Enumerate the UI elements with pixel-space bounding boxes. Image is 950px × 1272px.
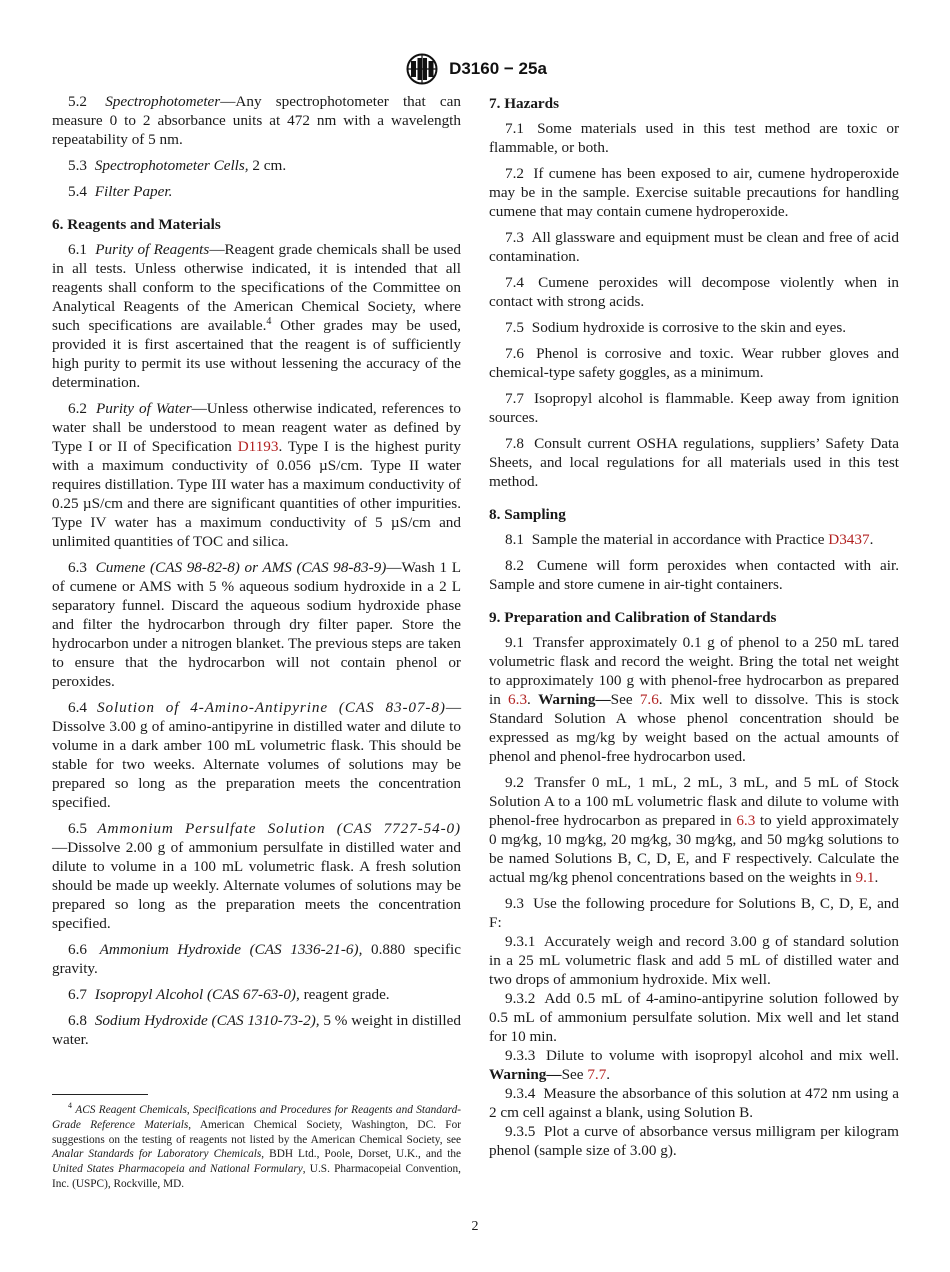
heading-sampling: 8. Sampling	[489, 506, 566, 523]
section-6-1: 6.1 Purity of Reagents—Reagent grade chemicals shall be used in all tests. Unless otherwise indicated, it is intended that all reagents shall conform to the specifications of the Committee on Analytical Reagents of the American Chemical Society, where such specifications are available.$^4$ Other grades may be used, provided it is first ascertained that the reagent is of sufficiently high purity to permit its use without lessening the accuracy of the determination.	[52, 241, 462, 391]
section-8-2: 8.2 Cumene will form peroxides when contacted with air. Sample and store cumene in air-tight containers.	[489, 557, 900, 593]
section-8-1: 8.1 Sample the material in accordance with Practice D3437.	[505, 531, 874, 548]
page-header	[0, 52, 950, 86]
astm-logo-icon	[403, 52, 441, 86]
link-d3437[interactable]: D3437	[828, 531, 870, 548]
section-6-7: 6.7 Isopropyl Alcohol (CAS 67-63-0), reagent grade.	[68, 986, 390, 1003]
document-id: D3160 − 25a	[449, 59, 547, 78]
section-6-3: 6.3 Cumene (CAS 98-82-8) or AMS (CAS 98-83-9)—Wash 1 L of cumene or AMS with 5 % aqueous sodium hydroxide in a 2 L separatory funnel. Discard the aqueous sodium hydroxide phase and filter the hydrocarbon through dry filter paper. Store the hydrocarbon under a nitrogen blanket. The previous steps are taken to ensure that the hydrocarbon will not contain phenol or peroxides.	[52, 559, 462, 690]
section-6-4: 6.4 Solution of 4-Amino-Antipyrine (CAS 83-07-8)—Dissolve 3.00 g of amino-antipyrine in distilled water and dilute to volume in a dark amber 100 mL volumetric flask. This should be stable for two weeks. Alternate volumes of solutions may be prepared so long as the preparation meets the concentration specified.	[52, 699, 462, 811]
section-6-8: 6.8 Sodium Hydroxide (CAS 1310-73-2), 5 % weight in distilled water.	[52, 1012, 461, 1048]
section-9-1: 9.1 Transfer approximately 0.1 g of phenol to a 250 mL tared volumetric flask and record the weight. Bring the total net weight to approximately 100 g with phenol-free hydrocarbon as prepared in 6.3. Warning—See 7.6. Mix well to dissolve. This is stock Standard Solution A whose phenol concentration should be expressed as mg/kg by weight based on the actual amounts of phenol and phenol-free hydrocarbon used.	[489, 634, 899, 765]
section-7-1: 7.1 Some materials used in this test method are toxic or flammable, or both.	[489, 120, 900, 156]
link-6-3[interactable]: 6.3	[736, 812, 756, 829]
section-7-3: 7.3 All glassware and equipment must be clean and free of acid contamination.	[489, 229, 899, 265]
link-7-6[interactable]: 7.6	[639, 691, 659, 708]
section-7-5: 7.5 Sodium hydroxide is corrosive to the skin and eyes.	[505, 319, 847, 336]
section-7-4: 7.4 Cumene peroxides will decompose violently when in contact with strong acids.	[489, 274, 900, 310]
section-9-3-1: 9.3.1 Accurately weigh and record 3.00 g of standard solution in a 25 mL volumetric flask and add 5 mL of distilled water and two drops of ammonium hydroxide. Mix well.	[489, 933, 899, 988]
section-6-2: 6.2 Purity of Water—Unless otherwise indicated, references to water shall be understood to mean reagent water as defined by Type I or II of Specification D1193. Type I is the highest purity with a maximum conductivity of 0.056 µS/cm. Type II water requires distillation. Type III water has a maximum conductivity of 0.25 µS/cm and there are significant quantities of other impurities. Type IV water has a maximum conductivity of 5 µS/cm and unlimited quantities of TOC and silica.	[52, 400, 461, 550]
section-9-3-2: 9.3.2 Add 0.5 mL of 4-amino-antipyrine solution followed by 0.5 mL of ammonium persulfate solution. Mix well and let stand for 10 min.	[489, 990, 899, 1045]
link-d1193[interactable]: D1193	[237, 438, 279, 455]
section-7-6: 7.6 Phenol is corrosive and toxic. Wear rubber gloves and chemical-type safety goggles, as a minimum.	[489, 345, 899, 381]
section-9-3-3: 9.3.3 Dilute to volume with isopropyl alcohol and mix well. Warning—See 7.7.	[489, 1047, 899, 1083]
link-6-3[interactable]: 6.3	[508, 691, 528, 708]
link-7-7[interactable]: 7.7	[587, 1066, 607, 1083]
section-9-3-4: 9.3.4 Measure the absorbance of this solution at 472 nm using a 2 cm cell against a blank, using Solution B.	[489, 1085, 899, 1121]
footnote-ref-4[interactable]: 4	[266, 315, 272, 327]
left-column	[52, 92, 461, 1056]
section-5-2: 5.2 Spectrophotometer—Any spectrophotometer that can measure 0 to 2 absorbance units at 472 nm with a wavelength repeatability of 5 nm.	[52, 93, 462, 148]
right-column	[489, 92, 899, 1160]
section-7-7: 7.7 Isopropyl alcohol is flammable. Keep away from ignition sources.	[489, 390, 899, 426]
section-5-4: 5.4 Filter Paper.	[68, 183, 173, 200]
footnote-4: $^4$ ACS Reagent Chemicals, Specifications and Procedures for Reagents and Standard-Grade Reference Materials, American Chemical Society, Washington, DC. For suggestions on the testing of reagents not listed by the American Chemical Society, see Analar Standards for Laboratory Chemicals, BDH Ltd., Poole, Dorset, U.K., and the United States Pharmacopeia and National Formulary, U.S. Pharmacopeial Convention, Inc. (USPC), Rockville, MD.	[52, 1101, 461, 1190]
page-number: 2	[471, 1219, 479, 1234]
section-7-2: 7.2 If cumene has been exposed to air, cumene hydroperoxide may be in the sample. Exercise suitable precautions for handling cumene that may contain cumene hydroperoxide.	[489, 165, 899, 220]
heading-standards: 9. Preparation and Calibration of Standards	[489, 609, 777, 626]
section-6-6: 6.6 Ammonium Hydroxide (CAS 1336-21-6), 0.880 specific gravity.	[52, 941, 462, 977]
section-6-5: 6.5 Ammonium Persulfate Solution (CAS 7727-54-0)—Dissolve 2.00 g of ammonium persulfate in distilled water and dilute to volume in a 100 mL volumetric flask. A fresh solution should be made up weekly. Alternate volumes of solutions may be prepared so long as the preparation meets the concentration specified.	[52, 820, 461, 932]
footnote-divider	[52, 1094, 148, 1095]
link-9-1[interactable]: 9.1	[855, 869, 875, 886]
section-9-3-5: 9.3.5 Plot a curve of absorbance versus milligram per kilogram phenol (sample size of 3.00 g).	[489, 1123, 899, 1159]
section-7-8: 7.8 Consult current OSHA regulations, suppliers’ Safety Data Sheets, and local regulations for all materials used in this test method.	[489, 435, 900, 490]
heading-reagents: 6. Reagents and Materials	[52, 216, 221, 233]
heading-hazards: 7. Hazards	[489, 95, 560, 112]
section-9-3: 9.3 Use the following procedure for Solutions B, C, D, E, and F:	[489, 895, 899, 931]
section-5-3: 5.3 Spectrophotometer Cells, 2 cm.	[68, 157, 287, 174]
section-9-2: 9.2 Transfer 0 mL, 1 mL, 2 mL, 3 mL, and 5 mL of Stock Solution A to a 100 mL volumetric flask and dilute to volume with phenol-free hydrocarbon as prepared in 6.3 to yield approximately 0 mg⁄kg, 10 mg⁄kg, 20 mg⁄kg, 30 mg⁄kg, and 50 mg⁄kg solutions to be named Solutions B, C, D, E, and F respectively. Calculate the actual mg/kg phenol concentrations based on the weights in 9.1.	[489, 774, 900, 886]
